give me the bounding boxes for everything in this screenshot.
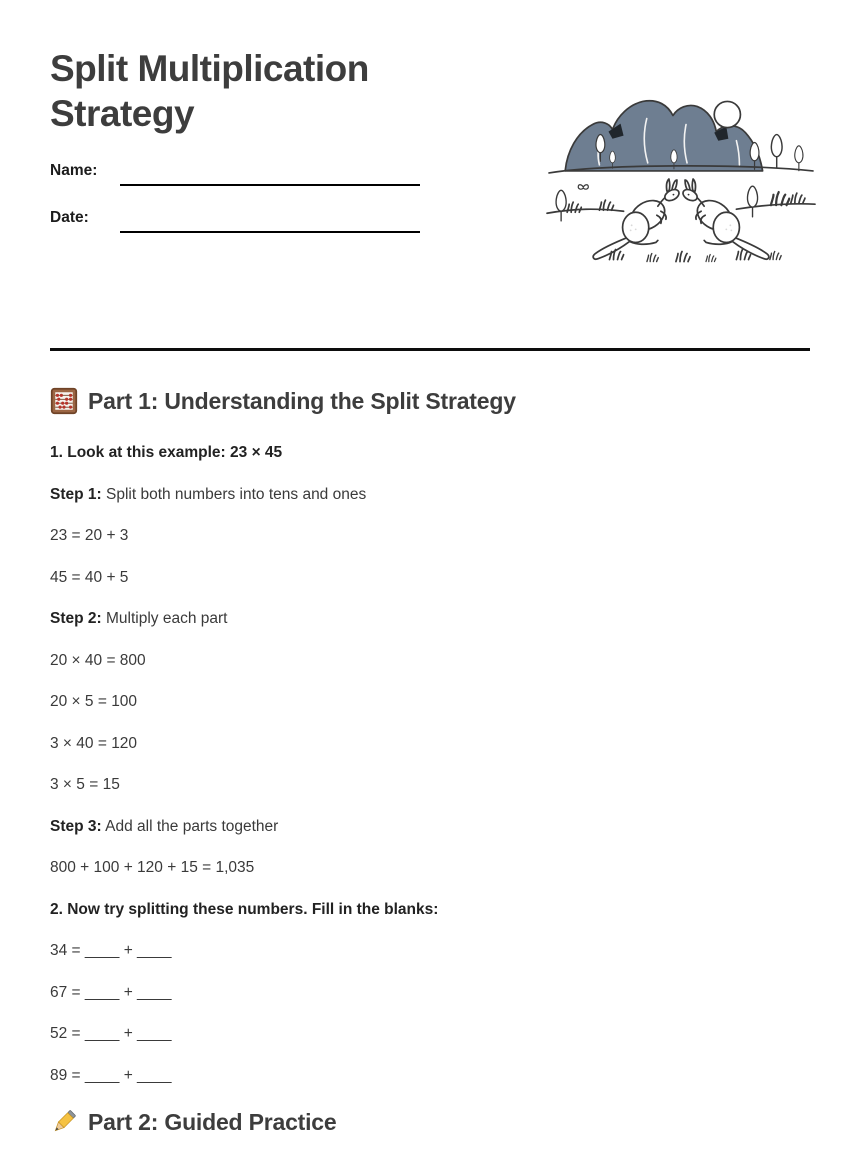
step2-text: Multiply each part xyxy=(106,610,228,627)
date-field-row xyxy=(50,209,420,233)
butterfly-icon xyxy=(578,185,588,189)
fill-in-blank-line[interactable]: 67 = ____ + ____ xyxy=(50,983,172,1001)
kangaroo-left xyxy=(593,179,681,259)
equation-line: 45 = 40 + 5 xyxy=(50,568,129,586)
part2-heading xyxy=(50,1107,810,1137)
step3-text: Add all the parts together xyxy=(105,817,279,835)
equation-line: 20 × 40 = 800 xyxy=(50,651,146,669)
exercise-title: 2. Now try splitting these numbers. Fill in the blanks: xyxy=(50,900,439,918)
date-input-line[interactable] xyxy=(120,209,420,233)
fill-in-blank-line[interactable]: 89 = ____ + ____ xyxy=(50,1066,172,1084)
sun-icon xyxy=(714,101,740,127)
abacus-icon xyxy=(50,387,78,415)
step2-intro xyxy=(50,609,810,630)
name-label: Name: xyxy=(50,162,98,179)
step3-intro xyxy=(50,817,810,838)
fill-in-blank-line[interactable]: 34 = ____ + ____ xyxy=(50,942,172,959)
tree-icon xyxy=(795,146,803,171)
page-title: Split Multiplication Strategy xyxy=(50,48,369,134)
kangaroo-illustration xyxy=(545,90,817,270)
worksheet-content xyxy=(50,386,810,1137)
tree-icon xyxy=(771,135,782,168)
equation-line: 20 × 5 = 100 xyxy=(50,693,138,710)
fill-in-blank-line[interactable]: 52 = ____ + ____ xyxy=(50,1025,172,1042)
tree-icon xyxy=(556,190,566,221)
tree-icon xyxy=(747,186,757,217)
step2-label: Step 2: xyxy=(50,610,102,627)
part1-heading-text: Part 1: Understanding the Split Strategy xyxy=(88,388,516,414)
equation-line: 800 + 100 + 120 + 15 = 1,035 xyxy=(50,859,255,876)
equation-line: 3 × 5 = 15 xyxy=(50,776,120,793)
pencil-icon xyxy=(50,1108,78,1136)
equation-line: 3 × 40 = 120 xyxy=(50,734,138,752)
part2-heading-text: Part 2: Guided Practice xyxy=(88,1109,337,1135)
name-input-line[interactable] xyxy=(120,162,420,186)
step3-label: Step 3: xyxy=(50,817,102,835)
step1-text: Split both numbers into tens and ones xyxy=(106,485,367,503)
section-divider xyxy=(50,348,810,351)
part1-heading xyxy=(50,386,810,416)
example-title: 1. Look at this example: 23 × 45 xyxy=(50,444,283,461)
step1-intro xyxy=(50,485,810,506)
date-label: Date: xyxy=(50,209,89,226)
step1-label: Step 1: xyxy=(50,485,102,503)
name-field-row xyxy=(50,162,420,186)
equation-line: 23 = 20 + 3 xyxy=(50,527,129,544)
